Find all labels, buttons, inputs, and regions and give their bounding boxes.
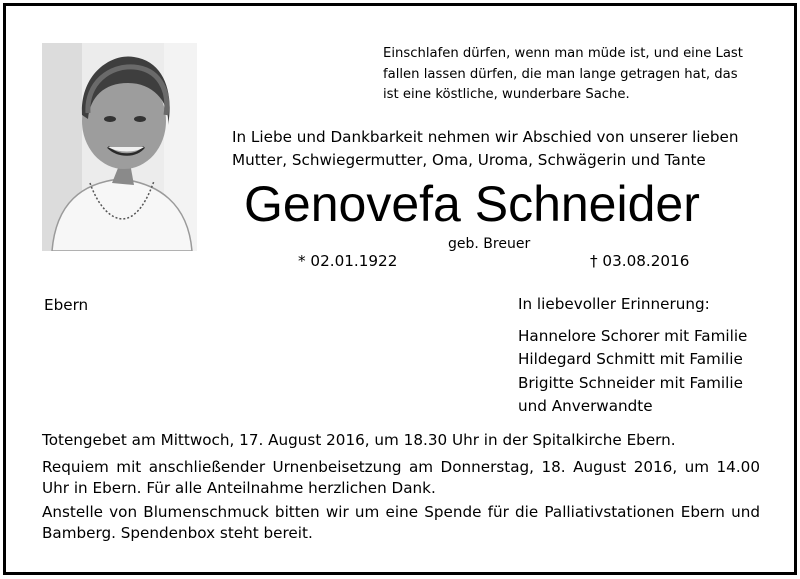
prayer-notice: Totengebet am Mittwoch, 17. August 2016, um 18.30 Uhr in der Spitalkirche Ebern.	[42, 431, 676, 449]
portrait-photo	[42, 43, 197, 251]
mourner-name: und Anverwandte	[518, 397, 653, 415]
maiden-name: geb. Breuer	[448, 236, 531, 252]
mourner-name: Brigitte Schneider mit Familie	[518, 373, 743, 392]
mourner-name: Hildegard Schmitt mit Familie	[518, 350, 743, 368]
birth-date: * 02.01.1922	[298, 252, 398, 270]
mourners-heading: In liebevoller Erinnerung:	[518, 295, 710, 313]
donation-notice: Anstelle von Blumenschmuck bitten wir um eine Spende für die Palliativstationen Ebern und Bamberg. Spendenbox steht bereit.	[42, 503, 760, 542]
quote-block	[383, 44, 773, 106]
deceased-name: Genovefa Schneider	[244, 176, 700, 232]
intro-line: Mutter, Schwiegermutter, Oma, Uroma, Schwägerin und Tante	[232, 151, 706, 169]
obituary-card	[3, 3, 797, 575]
intro-line: In Liebe und Dankbarkeit nehmen wir Abschied von unserer lieben	[232, 128, 739, 146]
quote-line: ist eine köstliche, wunderbare Sache.	[383, 87, 630, 102]
death-date: † 03.08.2016	[590, 252, 690, 270]
farewell-intro	[232, 126, 772, 172]
quote-line: Einschlafen dürfen, wenn man müde ist, und eine Last	[383, 46, 743, 61]
quote-line: fallen lassen dürfen, die man lange getragen hat, das	[383, 66, 738, 82]
requiem-notice: Requiem mit anschließender Urnenbeisetzung am Donnerstag, 18. August 2016, um 14.00 Uhr in Ebern. Für alle Anteilnahme herzlichen Dank.	[42, 458, 760, 497]
mourners-block	[518, 293, 778, 419]
portrait-photo-image	[42, 43, 197, 251]
place-name: Ebern	[44, 296, 89, 314]
mourner-name: Hannelore Schorer mit Familie	[518, 326, 748, 345]
